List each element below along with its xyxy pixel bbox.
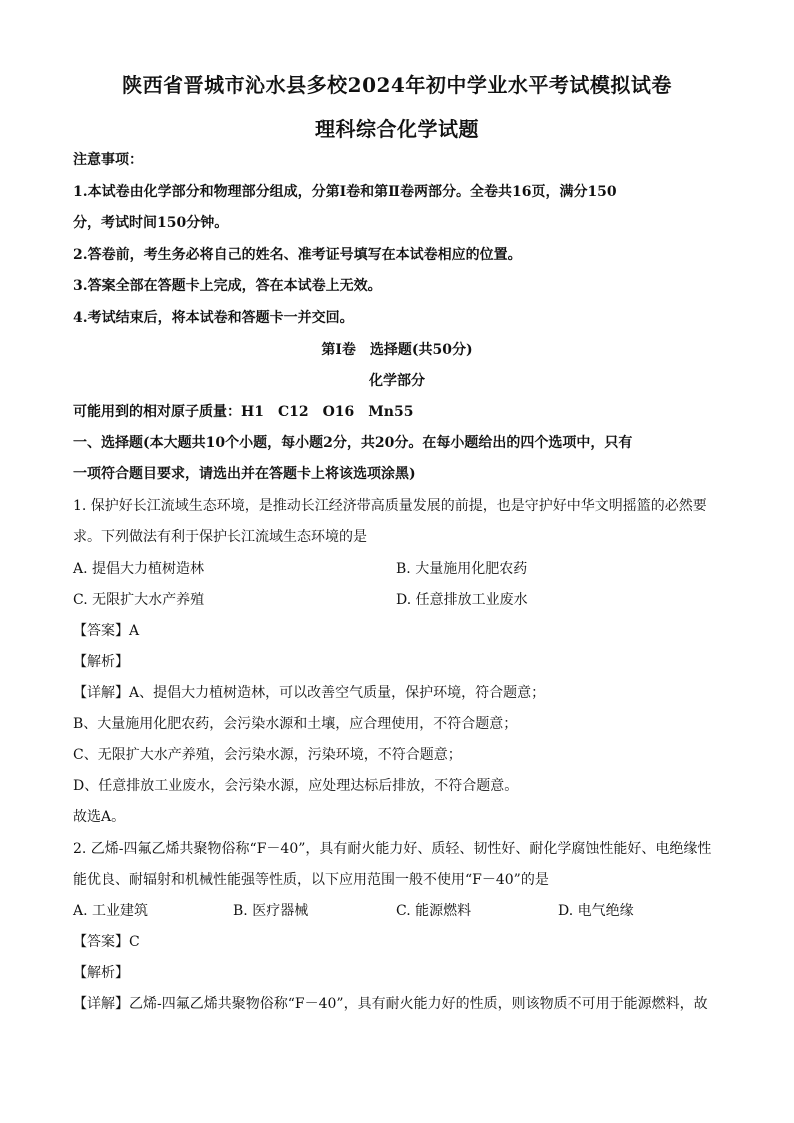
notice-heading: 注意事项：: [73, 152, 143, 168]
exam-subtitle: 理科综合化学试题: [315, 117, 479, 141]
notice-item-1-line-2: 分，考试时间150分钟。: [73, 215, 229, 231]
subject-title: 化学部分: [369, 373, 425, 389]
q2-analysis-tag: 【解析】: [73, 965, 129, 981]
section-instructions-line-2: 一项符合题目要求，请选出并在答题卡上将该选项涂黑): [73, 466, 416, 482]
q1-analysis-tag: 【解析】: [73, 654, 129, 670]
q1-detail-line-4: D、任意排放工业废水，会污染水源，应处理达标后排放，不符合题意。: [73, 778, 519, 794]
q1-answer: [73, 620, 733, 640]
q2-option-d: D. 电气绝缘: [558, 903, 634, 919]
q1-conclusion: 故选A。: [73, 809, 126, 825]
section-instructions-line-1: 一、选择题(本大题共10个小题，每小题2分，共20分。在每小题给出的四个选项中，只有: [73, 435, 633, 451]
q1-option-a: A. 提倡大力植树造林: [73, 561, 205, 577]
q2-answer-value: C: [129, 934, 140, 950]
q2-answer-tag: 【答案】: [73, 934, 129, 950]
notice-item-1-line-1: 1.本试卷由化学部分和物理部分组成，分第Ⅰ卷和第Ⅱ卷两部分。全卷共16页，满分150: [73, 184, 617, 200]
q1-stem-line-1: 1. 保护好长江流域生态环境，是推动长江经济带高质量发展的前提，也是守护好中华文明摇篮的必然要: [73, 498, 707, 514]
part-title: 第Ⅰ卷 选择题(共50分): [321, 342, 473, 358]
exam-title: 陕西省晋城市沁水县多校2024年初中学业水平考试模拟试卷: [122, 73, 672, 97]
q2-detail-line-1: 【详解】乙烯-四氟乙烯共聚物俗称“F－40”，具有耐火能力好的性质，则该物质不可用于能源燃料，故: [73, 996, 708, 1012]
q1-detail-line-1: 【详解】A、提倡大力植树造林，可以改善空气质量，保护环境，符合题意；: [73, 685, 546, 701]
q2-option-b: B. 医疗器械: [233, 903, 309, 919]
q1-option-d: D. 任意排放工业废水: [396, 592, 528, 608]
q1-detail-line-2: B、大量施用化肥农药，会污染水源和土壤，应合理使用，不符合题意；: [73, 716, 518, 732]
q2-stem-line-2: 能优良、耐辐射和机械性能强等性质，以下应用范围一般不使用“F－40”的是: [73, 872, 549, 888]
q1-option-c: C. 无限扩大水产养殖: [73, 592, 205, 608]
q1-answer-value: A: [129, 623, 140, 639]
q2-stem-line-1: 2. 乙烯-四氟乙烯共聚物俗称“F－40”，具有耐火能力好、质轻、韧性好、耐化学腐蚀性能好、电绝缘性: [73, 841, 712, 857]
q1-detail-line-3: C、无限扩大水产养殖，会污染水源，污染环境，不符合题意；: [73, 747, 462, 763]
q2-answer: [73, 931, 733, 951]
atomic-mass-info: 可能用到的相对原子质量：H1 C12 O16 Mn55: [73, 404, 414, 420]
notice-item-4: 4.考试结束后，将本试卷和答题卡一并交回。: [73, 310, 354, 326]
notice-item-2: 2.答卷前，考生务必将自己的姓名、准考证号填写在本试卷相应的位置。: [73, 247, 522, 263]
q2-option-c: C. 能源燃料: [396, 903, 472, 919]
notice-item-3: 3.答案全部在答题卡上完成，答在本试卷上无效。: [73, 278, 382, 294]
q1-answer-tag: 【答案】: [73, 623, 129, 639]
q1-option-b: B. 大量施用化肥农药: [396, 561, 528, 577]
q2-option-a: A. 工业建筑: [73, 903, 149, 919]
q1-stem-line-2: 求。下列做法有利于保护长江流域生态环境的是: [73, 529, 367, 545]
